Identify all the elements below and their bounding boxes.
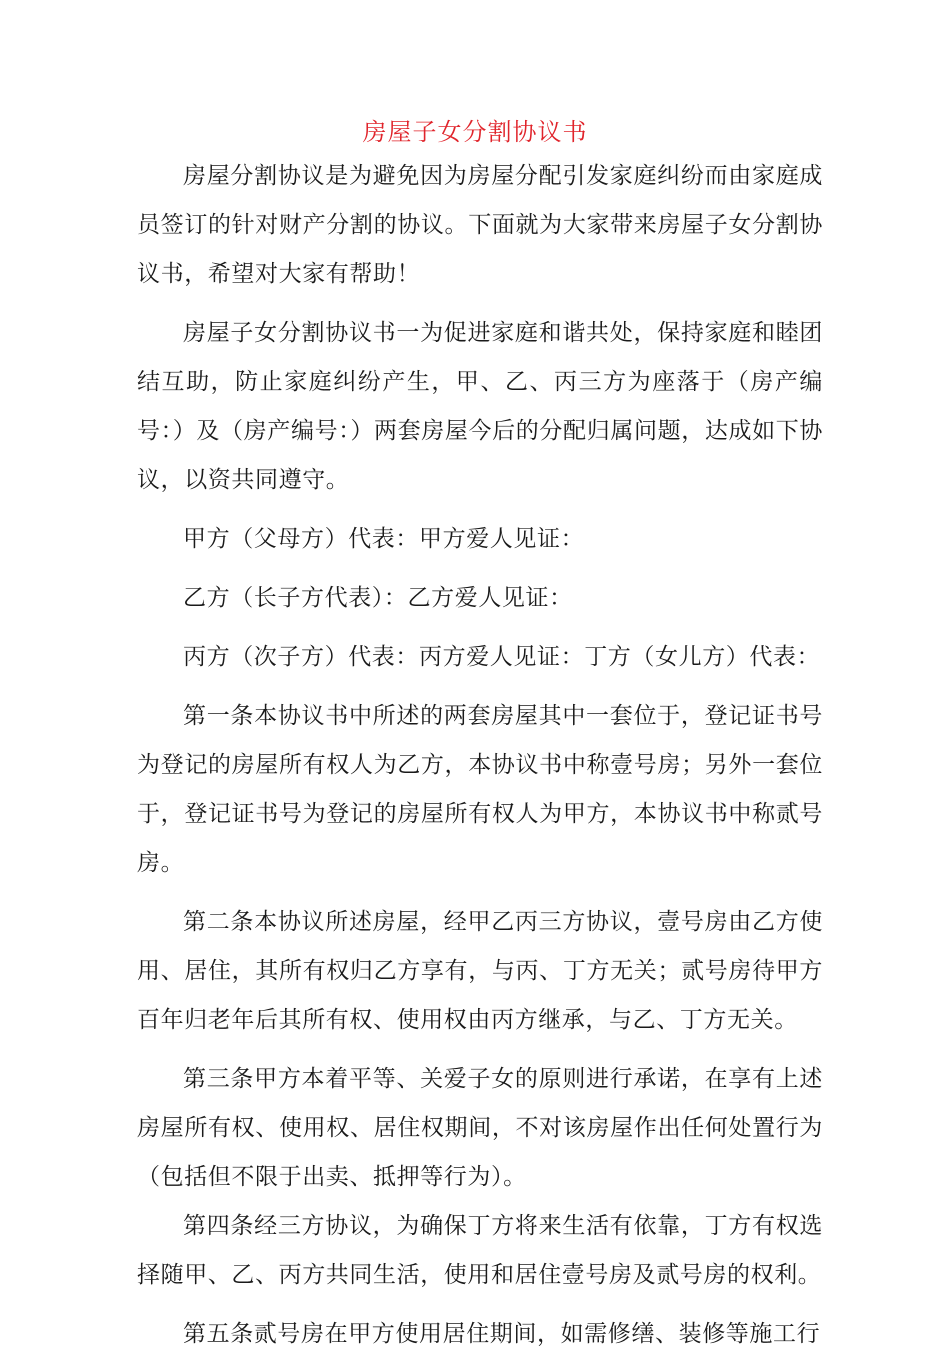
paragraph-preamble: 房屋子女分割协议书一为促进家庭和谐共处，保持家庭和睦团结互助，防止家庭纠纷产生，甲、乙、丙三方为座落于（房产编号：）及（房产编号：）两套房屋今后的分配归属问题，达成如下协议，以资共同遵守。 (137, 320, 823, 493)
paragraph-party-c-d: 丙方（次子方）代表：丙方爱人见证：丁方（女儿方）代表： (183, 644, 821, 670)
paragraph-party-a: 甲方（父母方）代表：甲方爱人见证： (183, 526, 585, 552)
paragraph-article-5: 第五条贰号房在甲方使用居住期间，如需修缮、装修等施工行 (183, 1321, 821, 1347)
document-body (137, 152, 823, 1369)
paragraph-article-3: 第三条甲方本着平等、关爱子女的原则进行承诺，在享有上述房屋所有权、使用权、居住权期间，不对该房屋作出任何处置行为（包括但不限于出卖、抵押等行为）。 (137, 1066, 823, 1190)
paragraph-article-1: 第一条本协议书中所述的两套房屋其中一套位于，登记证书号为登记的房屋所有权人为乙方，本协议书中称壹号房；另外一套位于，登记证书号为登记的房屋所有权人为甲方，本协议书中称贰号房。 (137, 703, 823, 876)
document-title: 房屋子女分割协议书 (362, 118, 588, 146)
paragraph-article-2: 第二条本协议所述房屋，经甲乙丙三方协议，壹号房由乙方使用、居住，其所有权归乙方享有，与丙、丁方无关；贰号房待甲方百年归老年后其所有权、使用权由丙方继承，与乙、丁方无关。 (137, 909, 823, 1033)
paragraph-article-4: 第四条经三方协议，为确保丁方将来生活有依靠，丁方有权选择随甲、乙、丙方共同生活，使用和居住壹号房及贰号房的权利。 (137, 1213, 823, 1288)
paragraph-party-b: 乙方（长子方代表）：乙方爱人见证： (183, 585, 573, 611)
paragraph-intro: 房屋分割协议是为避免因为房屋分配引发家庭纠纷而由家庭成员签订的针对财产分割的协议。下面就为大家带来房屋子女分割协议书，希望对大家有帮助！ (137, 163, 823, 287)
